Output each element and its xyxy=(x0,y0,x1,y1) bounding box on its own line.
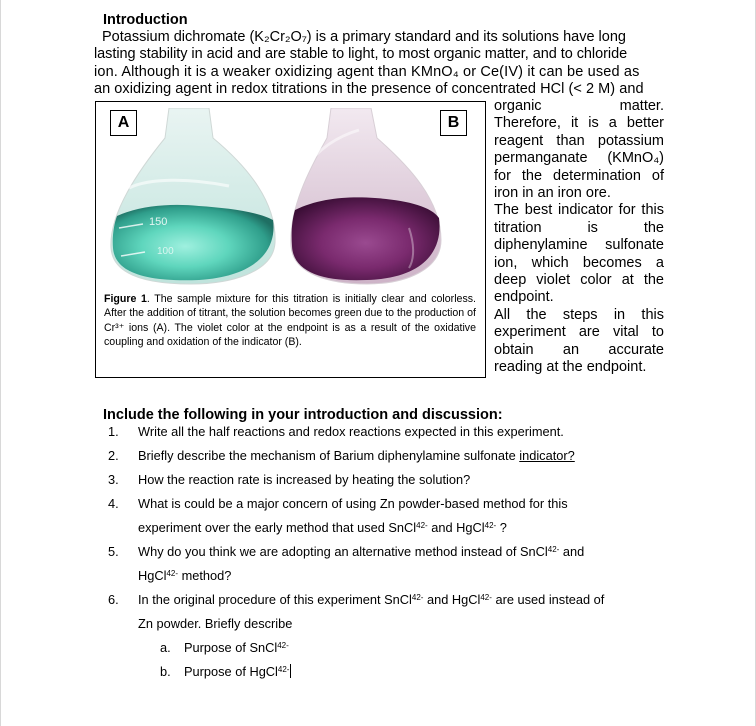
superscript: 2- xyxy=(489,521,497,530)
text-part: Why do you think we are adopting an alternative method instead of SnCl xyxy=(138,544,548,559)
intro-line: an oxidizing agent in redox titrations in the presence of concentrated HCl (< 2 M) and xyxy=(94,81,644,98)
subscript: 4 xyxy=(411,593,417,602)
text-part: and xyxy=(559,544,585,559)
figure-caption-text: . The sample mixture for this titration is initially clear and colorless. After the addition of titrant, the solution becomes green due to the production of Cr³⁺ ions (A). The violet color at the endpoint is as a result of the oxidative coupling and oxidation of the indicator (B). xyxy=(104,293,476,348)
intro-line: lasting stability in acid and are stable to light, to most organic matter, and to chloride xyxy=(94,46,628,63)
side-line: All the steps in this xyxy=(494,306,664,323)
text-part: are used instead of xyxy=(491,592,605,607)
list-item-letter: a. xyxy=(160,640,171,655)
side-line: for the determination of xyxy=(494,167,664,184)
list-item-letter: b. xyxy=(160,664,171,679)
flask-illustration xyxy=(109,108,471,286)
superscript: 2- xyxy=(170,569,179,578)
subscript: 4 xyxy=(277,665,283,674)
text-cursor xyxy=(290,664,291,678)
superscript: 2- xyxy=(281,641,289,650)
text-part: HgCl xyxy=(138,568,167,583)
intro-line: ion. Although it is a weaker oxidizing agent than KMnO₄ or Ce(IV) it can be used as xyxy=(94,63,640,80)
subscript: 4 xyxy=(480,593,485,602)
list-item-text: How the reaction rate is increased by heating the solution? xyxy=(138,472,471,487)
intro-line: Potassium dichromate (K₂Cr₂O₇) is a primary standard and its solutions have long xyxy=(102,29,626,45)
figure-caption-label: Figure 1 xyxy=(104,293,147,305)
side-line: Therefore, it is a better xyxy=(494,115,664,132)
list-item-number: 4. xyxy=(108,496,119,511)
side-line: The best indicator for this xyxy=(494,202,664,219)
side-line: organic matter. xyxy=(494,98,664,114)
intro-paragraph xyxy=(94,29,664,99)
side-line: experiment are vital to xyxy=(494,324,664,341)
list-item-text: Zn powder. Briefly describe xyxy=(138,616,293,631)
list-item-text: Write all the half reactions and redox reactions expected in this experiment. xyxy=(138,424,564,439)
superscript: 2- xyxy=(420,521,428,530)
subscript: 4 xyxy=(484,521,490,530)
side-line: iron in an iron ore. xyxy=(494,185,611,202)
intro-heading: Introduction xyxy=(103,12,188,28)
side-line: diphenylamine sulfonate xyxy=(494,237,664,254)
superscript: 2- xyxy=(484,593,492,602)
indicator-link[interactable]: indicator? xyxy=(519,448,575,463)
side-line: ion, which becomes a xyxy=(494,254,664,271)
intro-side-column xyxy=(494,98,664,377)
figure-box xyxy=(95,101,486,378)
list-item-text xyxy=(138,544,584,559)
text-part: and HgCl xyxy=(427,520,485,535)
flask-photo xyxy=(109,108,471,286)
figure-caption xyxy=(104,292,476,349)
text-part: Purpose of SnCl xyxy=(184,640,278,655)
discussion-heading: Include the following in your introduction and discussion: xyxy=(103,407,503,423)
list-item-number: 2. xyxy=(108,448,119,463)
superscript: 2- xyxy=(552,545,560,554)
list-item-number: 3. xyxy=(108,472,119,487)
superscript: 2- xyxy=(416,593,424,602)
side-line: titration is the xyxy=(494,219,664,236)
list-item-text[interactable] xyxy=(184,664,291,679)
text-part: and HgCl xyxy=(423,592,481,607)
list-item-text xyxy=(138,592,604,607)
side-line: obtain an accurate xyxy=(494,341,664,358)
text-part: Purpose of HgCl xyxy=(184,664,278,679)
side-line: deep violet color at the xyxy=(494,272,664,289)
text-part: In the original procedure of this experiment SnCl xyxy=(138,592,412,607)
list-item-text xyxy=(184,640,289,655)
panel-label-b: B xyxy=(440,110,467,136)
list-item-text xyxy=(138,568,231,583)
text-part: experiment over the early method that used SnCl xyxy=(138,520,417,535)
list-item-text xyxy=(138,520,507,535)
side-line: reagent than potassium xyxy=(494,132,664,149)
side-line: permanganate (KMnO₄) xyxy=(494,150,664,167)
list-item-number: 1. xyxy=(108,424,119,439)
text-part: method? xyxy=(178,568,232,583)
side-line: endpoint. xyxy=(494,289,554,306)
list-item-text xyxy=(138,448,575,463)
list-item-text-part: Briefly describe the mechanism of Barium diphenylamine sulfonate xyxy=(138,448,520,463)
panel-label-a: A xyxy=(110,110,137,136)
list-item-number: 6. xyxy=(108,592,119,607)
subscript: 4 xyxy=(166,569,171,578)
subscript: 4 xyxy=(416,521,421,530)
flask-mark-100: 100 xyxy=(157,246,174,257)
list-item-text: What is could be a major concern of using Zn powder-based method for this xyxy=(138,496,568,511)
superscript: 2- xyxy=(282,665,290,674)
flask-mark-150: 150 xyxy=(149,216,168,228)
list-item-number: 5. xyxy=(108,544,119,559)
side-line: reading at the endpoint. xyxy=(494,359,647,376)
subscript: 4 xyxy=(277,641,282,650)
subscript: 4 xyxy=(547,545,553,554)
text-part: ? xyxy=(496,520,507,535)
